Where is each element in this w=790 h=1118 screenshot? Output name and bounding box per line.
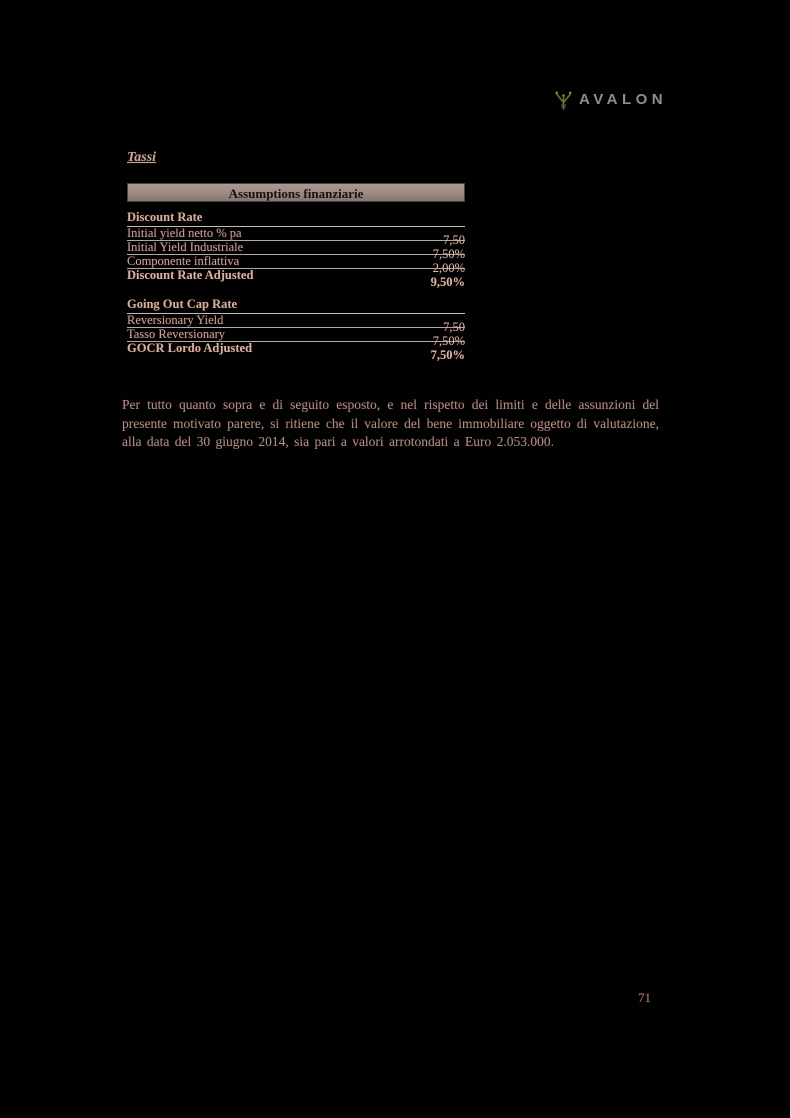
table-row-value: 7,50% [432,247,465,261]
table-row-value: 7,50% [432,334,465,348]
assumptions-table-header: Assumptions finanziarie [127,183,465,202]
table-row-value: 2,00% [432,261,465,275]
avalon-logo-text: AVALON [579,91,668,108]
sprout-crown-icon [553,88,574,111]
section-title-tassi: Tassi [127,150,157,165]
table-row-value: 7,50 [443,320,465,334]
table-row [127,341,465,362]
table-section-title: Discount Rate [127,211,465,227]
table-row-label: Tasso Reversionary [127,327,226,341]
avalon-logo [553,88,667,111]
table-section [127,210,465,289]
table-row-value: 7,50 [443,233,465,247]
table-row-label: Initial Yield Industriale [127,240,244,254]
assumptions-table [127,183,465,362]
page-number: 71 [638,990,651,1005]
table-row-label: Discount Rate Adjusted [127,268,254,282]
table-row-value: 7,50% [430,348,465,362]
table-section-title: Going Out Cap Rate [127,298,465,314]
table-row-label: Reversionary Yield [127,313,224,327]
table-section [127,297,465,362]
table-row-value: 9,50% [430,275,465,289]
table-row-label: Initial yield netto % pa [127,226,242,240]
valuation-paragraph: Per tutto quanto sopra e di seguito esposto, e nel rispetto dei limiti e delle assunzioni del presente motivato parere, si ritiene che il valore del bene immobiliare oggetto di valutazione, alla data del 30 giugno 2014, sia pari a valori arrotondati a Euro 2.053.000. [122,397,659,449]
assumptions-table-body [127,210,465,362]
table-row-label: GOCR Lordo Adjusted [127,341,253,355]
table-row-label: Componente inflattiva [127,254,240,268]
